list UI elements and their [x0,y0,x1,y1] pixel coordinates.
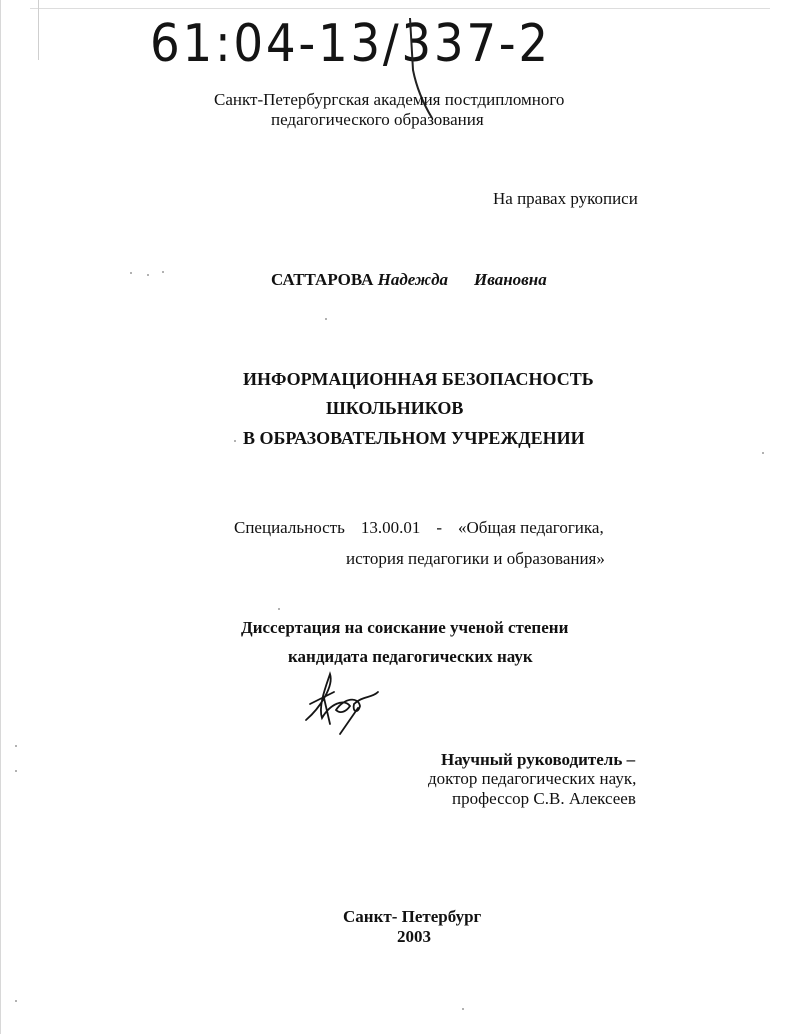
specialty-line-1 [234,518,604,538]
city: Санкт- Петербург [343,907,482,926]
scan-speck [15,1000,17,1002]
scan-speck [15,770,17,772]
year: 2003 [397,927,431,946]
institution-line-1: Санкт-Петербургская академия постдипломного [214,90,565,109]
dissertation-line-2: кандидата педагогических наук [288,647,533,666]
scan-speck [762,452,764,454]
title-line-3: В ОБРАЗОВАТЕЛЬНОМ УЧРЕЖДЕНИИ [243,428,585,448]
scan-speck [15,745,17,747]
dissertation-line-1: Диссертация на соискание ученой степени [241,618,569,637]
scan-edge [0,0,1,1034]
supervisor-degree: доктор педагогических наук, [428,769,637,788]
scan-speck [462,1008,464,1010]
handwritten-archive-code: 61:04-13/337-2 [150,14,551,74]
author-patronymic: Ивановна [474,270,547,289]
scan-speck [278,608,280,610]
scan-speck [162,271,164,273]
title-line-1: ИНФОРМАЦИОННАЯ БЕЗОПАСНОСТЬ [243,369,594,389]
specialty-label: Специальность [234,518,345,537]
manuscript-note: На правах рукописи [493,189,638,208]
author-surname: САТТАРОВА [271,270,374,289]
supervisor-heading: Научный руководитель – [441,750,636,769]
author-name [271,270,547,290]
specialty-dash: - [436,518,443,537]
supervisor-name: профессор С.В. Алексеев [452,789,636,808]
specialty-name-1: «Общая педагогика, [458,518,604,537]
scan-speck [130,272,132,274]
scan-speck [147,274,149,276]
title-line-2: ШКОЛЬНИКОВ [326,398,464,418]
scan-speck [234,440,236,442]
specialty-line-2: история педагогики и образования» [346,549,605,568]
signature [300,668,395,738]
scan-speck [325,318,327,320]
specialty-code: 13.00.01 [360,518,421,537]
institution-line-2: педагогического образования [271,110,484,129]
author-first-name: Надежда [377,270,449,289]
